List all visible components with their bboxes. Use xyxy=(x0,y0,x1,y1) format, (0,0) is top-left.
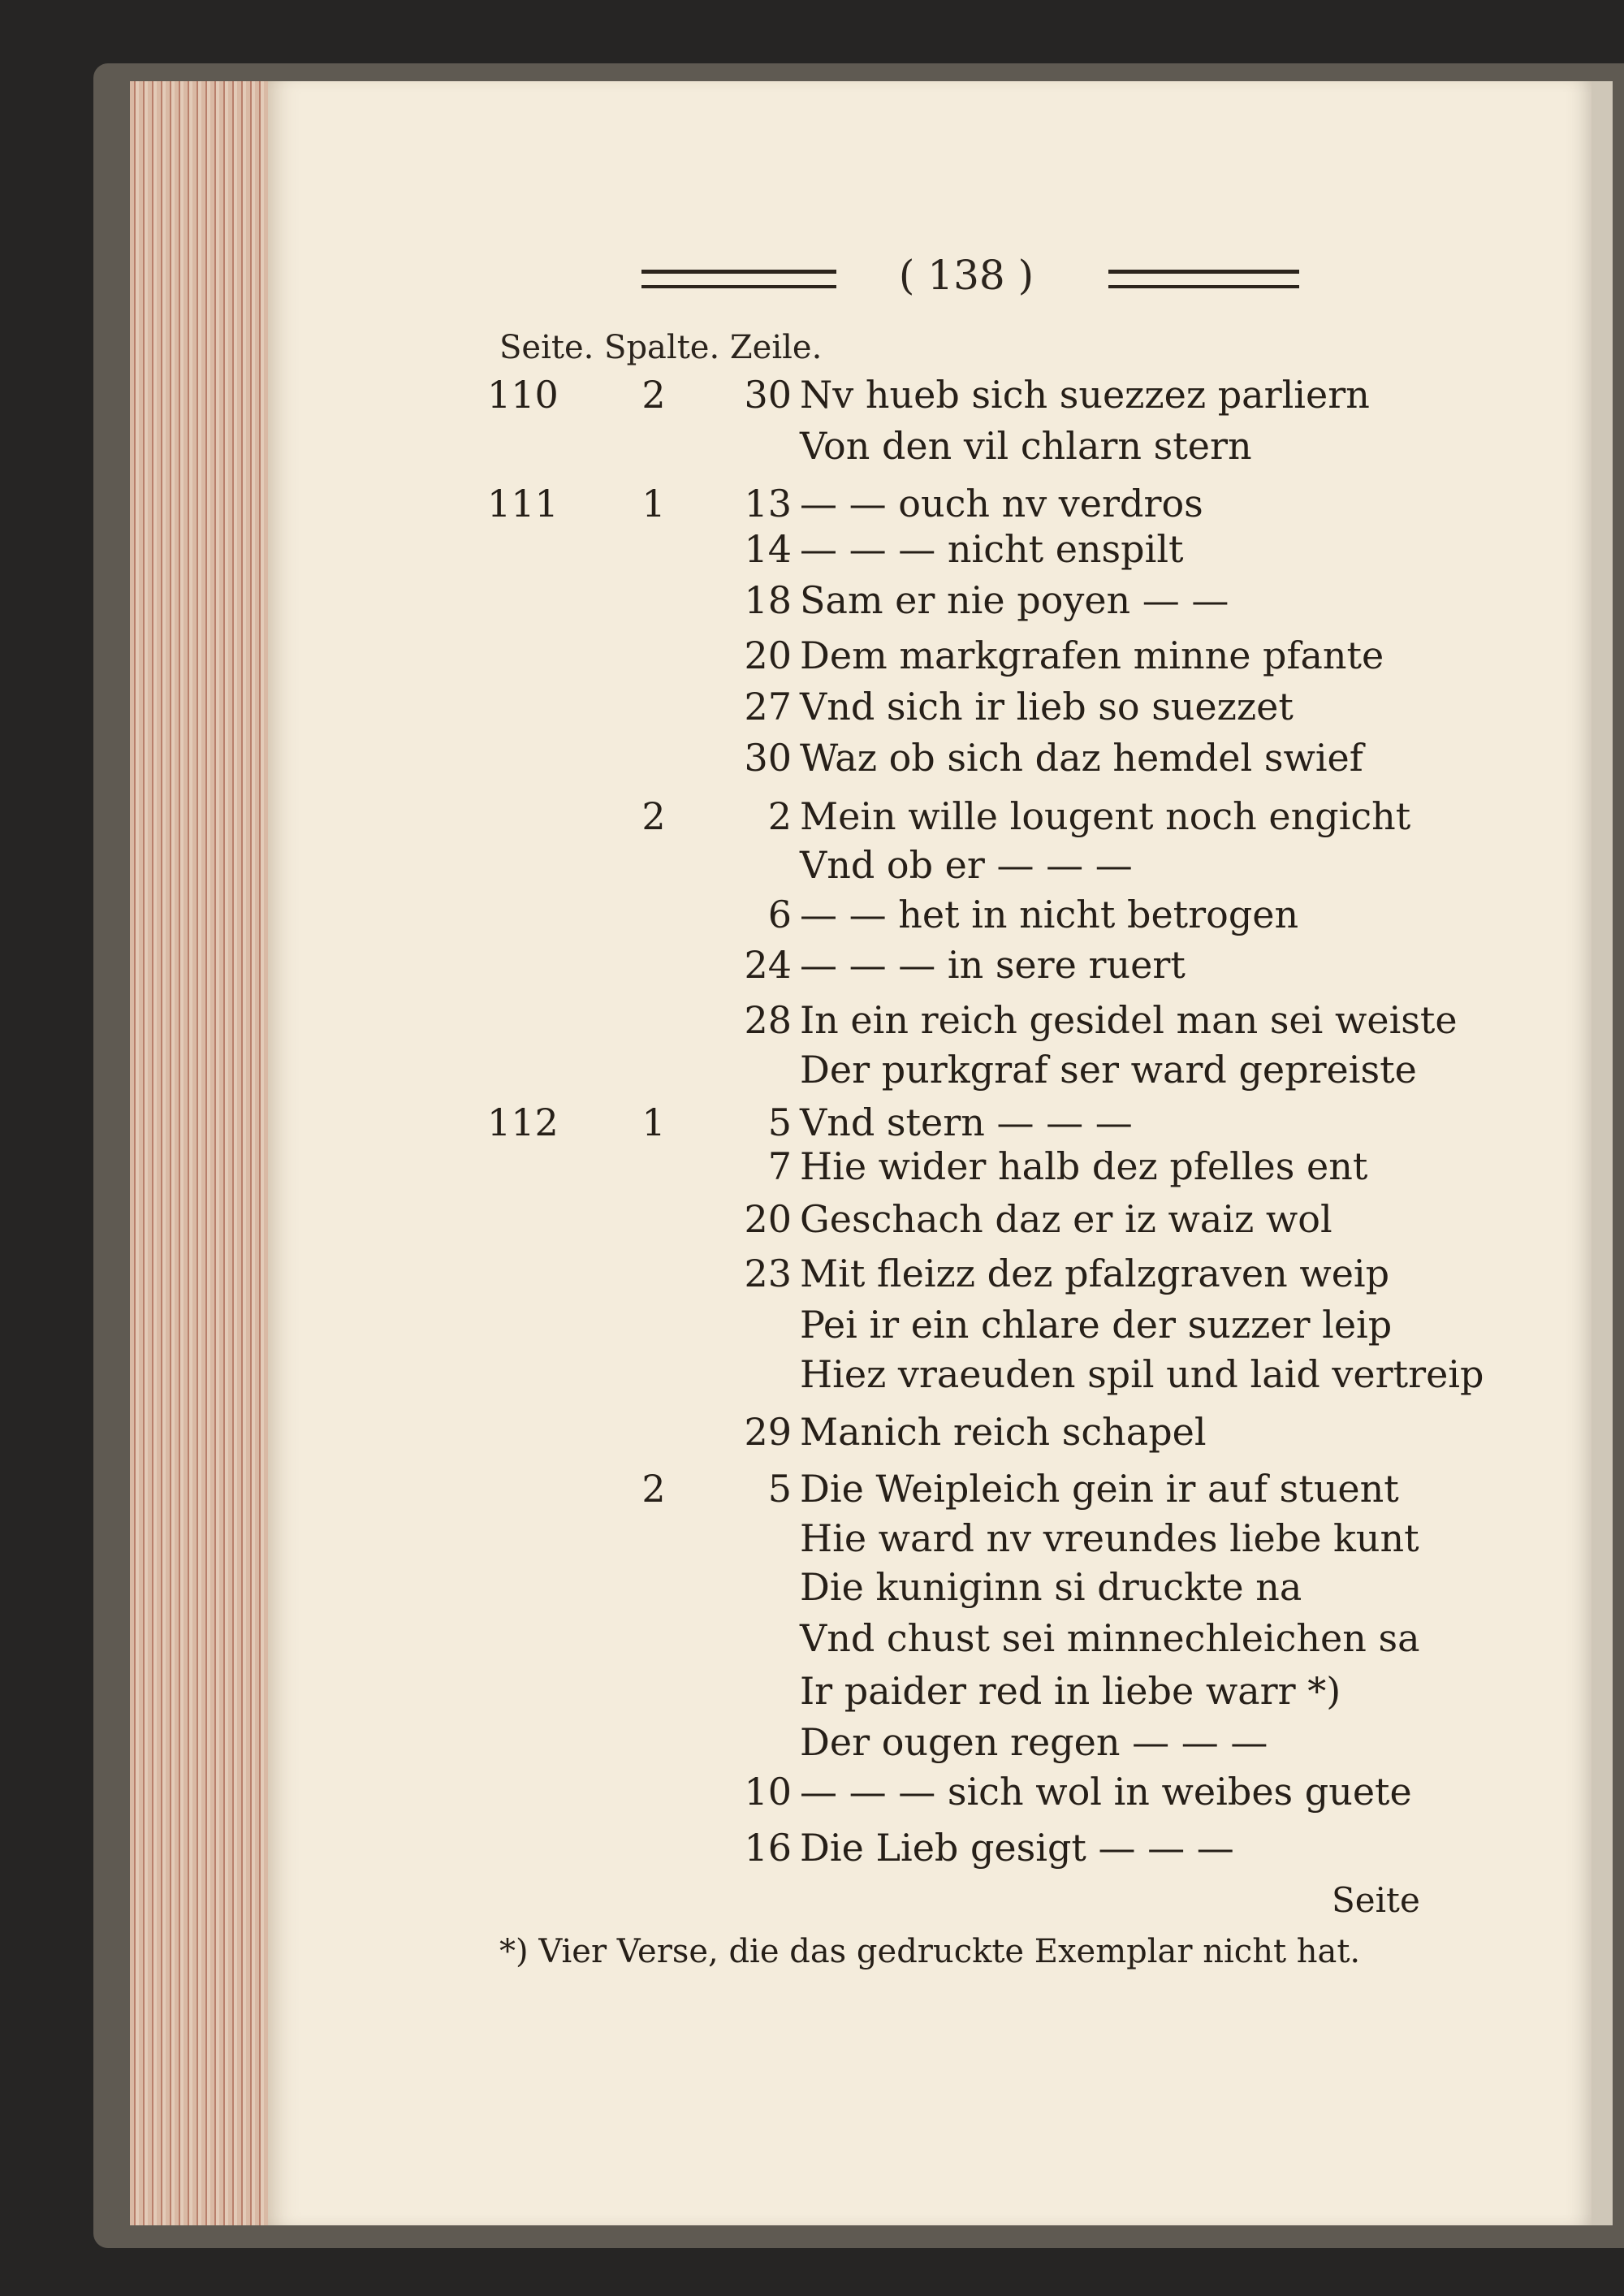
seite-cell xyxy=(487,1142,577,1191)
zeile-cell: 5 xyxy=(767,1100,792,1144)
seite-cell xyxy=(487,1407,577,1456)
zeile-cell: 6 xyxy=(767,893,792,936)
zeile-cell: 23 xyxy=(744,1252,792,1295)
spalte-cell xyxy=(625,733,682,782)
spalte-cell xyxy=(625,682,682,731)
zeile-cell: 10 xyxy=(744,1770,792,1814)
zeile-cell: 29 xyxy=(744,1410,792,1454)
seite-cell xyxy=(487,1823,577,1872)
zeile-cell: 18 xyxy=(744,578,792,622)
seite-cell xyxy=(487,682,577,731)
verse-text: Geschach daz er iz waiz wol xyxy=(800,1197,1332,1241)
zeile-cell xyxy=(706,841,792,889)
header-rule-left xyxy=(641,270,836,288)
verse-text: Vnd ob er — — — xyxy=(800,843,1133,887)
spalte-cell: 2 xyxy=(641,373,666,417)
seite-cell xyxy=(487,1718,577,1766)
verse-text: Vnd stern — — — xyxy=(800,1100,1133,1144)
verse-text: Mein wille lougent noch engicht xyxy=(800,794,1411,838)
spalte-cell xyxy=(625,525,682,573)
zeile-cell: 30 xyxy=(744,373,792,417)
zeile-cell: 2 xyxy=(767,794,792,838)
verse-text: Die Lieb gesigt — — — xyxy=(800,1826,1234,1870)
seite-cell xyxy=(487,1767,577,1816)
seite-cell xyxy=(487,733,577,782)
verse-text: Hiez vraeuden spil und laid vertreip xyxy=(800,1352,1484,1396)
seite-cell xyxy=(487,1350,577,1399)
verse-text: Mit fleizz dez pfalzgraven weip xyxy=(800,1252,1390,1295)
verse-text: Von den vil chlarn stern xyxy=(800,424,1252,468)
zeile-cell: 30 xyxy=(744,736,792,780)
zeile-cell xyxy=(706,1350,792,1399)
header-rule-right xyxy=(1108,270,1299,288)
zeile-cell: 28 xyxy=(744,998,792,1042)
verse-text: Die Weipleich gein ir auf stuent xyxy=(800,1467,1399,1511)
spalte-cell xyxy=(625,422,682,470)
verse-text: Der ougen regen — — — xyxy=(800,1720,1268,1764)
zeile-cell xyxy=(706,1718,792,1766)
seite-cell xyxy=(487,890,577,939)
verse-text: Manich reich schapel xyxy=(800,1410,1207,1454)
seite-cell xyxy=(487,1514,577,1563)
seite-cell xyxy=(487,631,577,680)
spalte-cell xyxy=(625,1514,682,1563)
verse-text: — — het in nicht betrogen xyxy=(800,893,1299,936)
verse-text: — — ouch nv verdros xyxy=(800,482,1203,525)
facing-page-edge xyxy=(1592,81,1613,2225)
spalte-cell xyxy=(625,890,682,939)
catchword: Seite xyxy=(1332,1880,1420,1920)
zeile-cell: 5 xyxy=(767,1467,792,1511)
verse-text: Der purkgraf ser ward gepreiste xyxy=(800,1048,1417,1092)
seite-cell xyxy=(487,576,577,625)
spalte-cell xyxy=(625,1614,682,1663)
spalte-cell xyxy=(625,576,682,625)
zeile-cell: 14 xyxy=(744,527,792,571)
seite-cell xyxy=(487,1045,577,1094)
seite-cell xyxy=(487,525,577,573)
spalte-cell xyxy=(625,1667,682,1715)
verse-text: Waz ob sich daz hemdel swief xyxy=(800,736,1363,780)
verse-text: Hie wider halb dez pfelles ent xyxy=(800,1144,1368,1188)
verse-text: In ein reich gesidel man sei weiste xyxy=(800,998,1458,1042)
zeile-cell xyxy=(706,1667,792,1715)
zeile-cell xyxy=(706,1045,792,1094)
spalte-cell xyxy=(625,940,682,989)
spalte-cell xyxy=(625,1300,682,1349)
column-header: Seite. Spalte. Zeile. xyxy=(499,329,823,366)
verse-text: Vnd sich ir lieb so suezzet xyxy=(800,685,1294,729)
zeile-cell xyxy=(706,1614,792,1663)
zeile-cell: 20 xyxy=(744,633,792,677)
zeile-cell: 24 xyxy=(744,943,792,987)
verse-text: Hie ward nv vreundes liebe kunt xyxy=(800,1516,1419,1560)
seite-cell: 111 xyxy=(487,482,559,525)
seite-cell xyxy=(487,1614,577,1663)
spalte-cell xyxy=(625,1563,682,1611)
verse-text: — — — in sere ruert xyxy=(800,943,1186,987)
seite-cell xyxy=(487,792,577,841)
spalte-cell xyxy=(625,1350,682,1399)
seite-cell xyxy=(487,1249,577,1298)
seite-cell xyxy=(487,841,577,889)
seite-cell xyxy=(487,1300,577,1349)
zeile-cell xyxy=(706,1563,792,1611)
seite-cell xyxy=(487,996,577,1044)
seite-cell xyxy=(487,422,577,470)
footnote: *) Vier Verse, die das gedruckte Exemplar nicht hat. xyxy=(499,1933,1361,1970)
spalte-cell xyxy=(625,1407,682,1456)
zeile-cell xyxy=(706,1514,792,1563)
page-edges xyxy=(130,81,268,2225)
zeile-cell: 27 xyxy=(744,685,792,729)
verse-text: Die kuniginn si druckte na xyxy=(800,1565,1302,1609)
spalte-cell: 2 xyxy=(641,1467,666,1511)
zeile-cell xyxy=(706,1300,792,1349)
zeile-cell xyxy=(706,422,792,470)
spalte-cell: 1 xyxy=(641,1100,666,1144)
seite-cell xyxy=(487,1464,577,1513)
zeile-cell: 20 xyxy=(744,1197,792,1241)
verse-text: — — — sich wol in weibes guete xyxy=(800,1770,1412,1814)
spalte-cell xyxy=(625,1718,682,1766)
verse-text: Sam er nie poyen — — xyxy=(800,578,1229,622)
spalte-cell: 1 xyxy=(641,482,666,525)
zeile-cell: 7 xyxy=(767,1144,792,1188)
verse-text: Pei ir ein chlare der suzzer leip xyxy=(800,1303,1393,1347)
seite-cell xyxy=(487,1195,577,1243)
spalte-cell xyxy=(625,1823,682,1872)
verse-text: Ir paider red in liebe warr *) xyxy=(800,1669,1341,1713)
seite-cell: 110 xyxy=(487,373,559,417)
spalte-cell xyxy=(625,1767,682,1816)
spalte-cell: 2 xyxy=(641,794,666,838)
seite-cell: 112 xyxy=(487,1100,559,1144)
spalte-cell xyxy=(625,1142,682,1191)
verse-text: Dem markgrafen minne pfante xyxy=(800,633,1384,677)
spalte-cell xyxy=(625,996,682,1044)
verse-text: Vnd chust sei minnechleichen sa xyxy=(800,1616,1420,1660)
verse-text: Nv hueb sich suezzez parliern xyxy=(800,373,1370,417)
spalte-cell xyxy=(625,1045,682,1094)
spalte-cell xyxy=(625,631,682,680)
verse-text: — — — nicht enspilt xyxy=(800,527,1184,571)
zeile-cell: 13 xyxy=(744,482,792,525)
spalte-cell xyxy=(625,841,682,889)
seite-cell xyxy=(487,1563,577,1611)
zeile-cell: 16 xyxy=(744,1826,792,1870)
seite-cell xyxy=(487,1667,577,1715)
spalte-cell xyxy=(625,1195,682,1243)
spalte-cell xyxy=(625,1249,682,1298)
page-number: ( 138 ) xyxy=(898,252,1034,299)
seite-cell xyxy=(487,940,577,989)
